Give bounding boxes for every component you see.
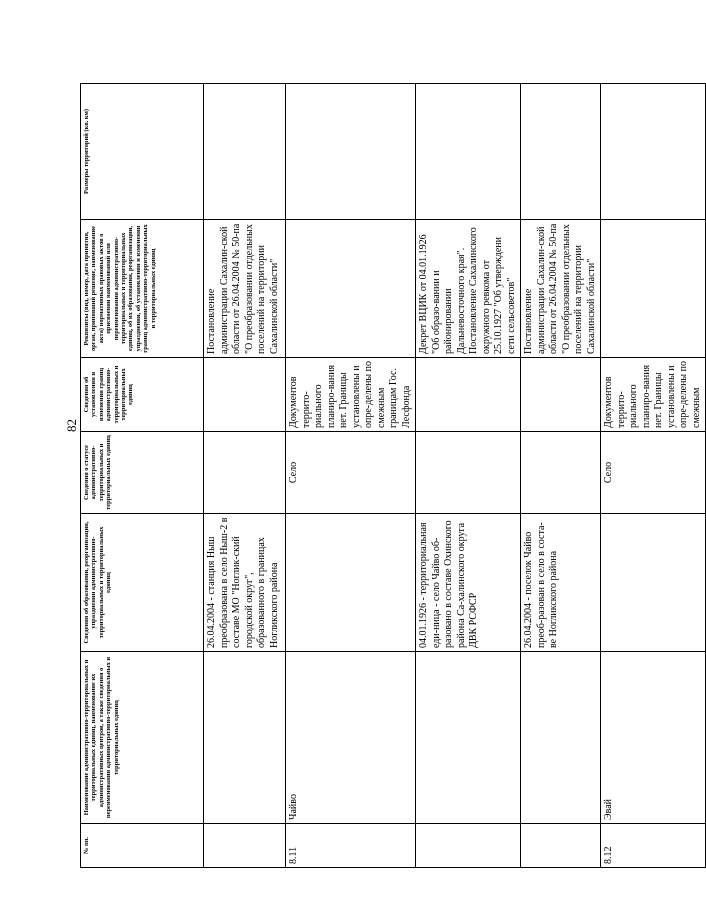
table-row xyxy=(521,84,601,868)
cell-borders xyxy=(521,358,601,432)
cell-formation xyxy=(601,514,706,652)
table-row xyxy=(204,84,286,868)
cell-name: Эвай xyxy=(601,652,706,824)
cell-area xyxy=(601,84,706,220)
cell-borders xyxy=(204,358,286,432)
cell-area xyxy=(521,84,601,220)
page-number: 82 xyxy=(64,419,79,432)
cell-num xyxy=(204,824,286,868)
cell-formation: 04.01.1926 - территориальная еди-ница - село Чайво об-разовано в составе Охинского района Са-халинского округа ДВК РСФСР xyxy=(416,514,521,652)
cell-formation: 26.04.2004 - поселок Чайво преоб-разован в село в соста-ве Ногликского района xyxy=(521,514,601,652)
table-row xyxy=(601,84,706,868)
cell-num xyxy=(416,824,521,868)
cell-borders: Документов террито-риального планиро-вания нет. Границы установлены и опре-делены по смежным границам Гос. Лесфонда xyxy=(286,358,416,432)
header-num: № пп. xyxy=(81,824,204,868)
cell-acts xyxy=(601,220,706,358)
cell-num: 8.11 xyxy=(286,824,416,868)
header-formation: Сведения об образовании, реорганизации, упразднении административно-территориальных и территориальных единиц xyxy=(81,514,204,652)
cell-status: Село xyxy=(286,432,416,514)
cell-borders: Документов террито-риального планиро-вания нет. Границы установлены и опре-делены по смежным xyxy=(601,358,706,432)
cell-name xyxy=(204,652,286,824)
cell-name xyxy=(416,652,521,824)
cell-num xyxy=(521,824,601,868)
cell-area xyxy=(416,84,521,220)
header-area: Размеры территорий (кв. км) xyxy=(81,84,204,220)
header-acts: Реквизиты (вид, номер, дата принятия, орган, принявший решение, наименование акта) нормативных правовых актов о присвоении наименований или переименовании административно-территориальных и территориальных единиц, об их образовании, реорганизации, упразднении, об установлении и изменении границ административно-территориальных и территориальных единиц xyxy=(81,220,204,358)
cell-status: Село xyxy=(601,432,706,514)
register-table xyxy=(80,83,706,868)
cell-formation: 26.04.2004 - станция Ныш преобразована в село Ныш-2 в составе МО "Ноглик-ский городской округ", образованного в границах Ногликского района xyxy=(204,514,286,652)
header-row xyxy=(81,84,204,868)
cell-status xyxy=(204,432,286,514)
cell-area xyxy=(286,84,416,220)
table-row xyxy=(416,84,521,868)
cell-acts: Постановление администрации Сахалин-ской области от 26.04.2004 № 50-па "О преобразовании отдельных поселений на территории Сахалинской области" xyxy=(204,220,286,358)
cell-acts: Декрет ВЦИК от 04.01.1926 "Об образо-вании и районировании Дальневосточного края". Постановление Сахалинского окружного ревкома от 25.10.1927 "Об утверждени сети сельсоветов" xyxy=(416,220,521,358)
cell-acts xyxy=(286,220,416,358)
cell-num: 8.12 xyxy=(601,824,706,868)
cell-formation xyxy=(286,514,416,652)
cell-area xyxy=(204,84,286,220)
cell-name: Чайво xyxy=(286,652,416,824)
cell-status xyxy=(416,432,521,514)
cell-acts: Постановление администрации Сахалин-ской области от 26.04.2004 № 50-па "О преобразовании отдельных поселений на территории Сахалинской области" xyxy=(521,220,601,358)
header-name: Наименование административно-территориальных и территориальных единиц, наименование их административных центров, а также сведения о переименовании административно-территориальных и территориальных единиц xyxy=(81,652,204,824)
cell-status xyxy=(521,432,601,514)
cell-borders xyxy=(416,358,521,432)
cell-name xyxy=(521,652,601,824)
table-row xyxy=(286,84,416,868)
header-status: Сведения о статусе административно-территориальных и территориальных единиц xyxy=(81,432,204,514)
rotated-table-container xyxy=(80,84,702,868)
header-borders: Сведения об установлении и изменении границ административно-территориальных и территориальных единиц xyxy=(81,358,204,432)
